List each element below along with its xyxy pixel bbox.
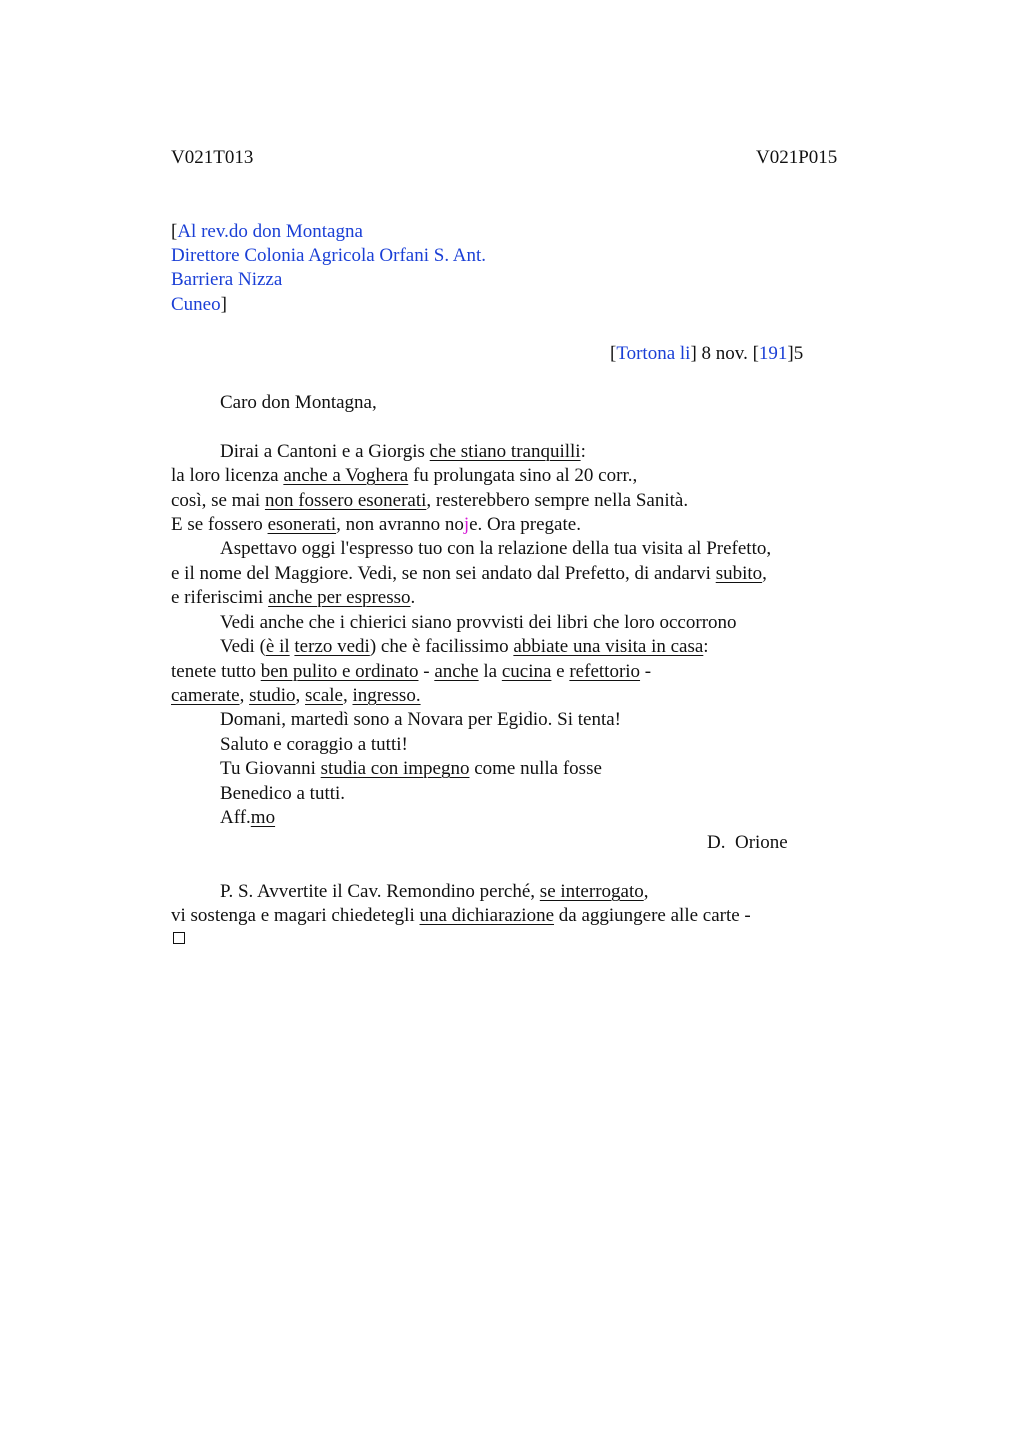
body-line-4: E se fossero esonerati, non avranno noje. Ora pregate. — [171, 514, 581, 535]
body-line-14: Tu Giovanni studia con impegno come nulla fosse — [220, 758, 602, 779]
body-line-1: Dirai a Cantoni e a Giorgis che stiano tranquilli: — [220, 441, 586, 462]
body-line-7: e riferiscimi anche per espresso. — [171, 587, 416, 608]
body-line-11: camerate, studio, scale, ingresso. — [171, 685, 421, 706]
body-line-3: così, se mai non fossero esonerati, resterebbero sempre nella Sanità. — [171, 490, 689, 511]
body-line-6: e il nome del Maggiore. Vedi, se non sei andato dal Prefetto, di andarvi subito, — [171, 563, 767, 584]
signature: D. Orione — [707, 832, 788, 853]
body-line-2: la loro licenza anche a Voghera fu prolungata sino al 20 corr., — [171, 465, 638, 486]
postscript-line-1: P. S. Avvertite il Cav. Remondino perché, se interrogato, — [220, 881, 649, 902]
body-line-10: tenete tutto ben pulito e ordinato - anche la cucina e refettorio - — [171, 661, 652, 682]
body-line-15: Benedico a tutti. — [220, 783, 346, 804]
header-left-code: V021T013 — [171, 147, 254, 168]
address-line-4: Cuneo] — [171, 294, 227, 315]
body-line-12: Domani, martedì sono a Novara per Egidio. Si tenta! — [220, 709, 622, 730]
address-line-3: Barriera Nizza — [171, 269, 283, 290]
end-marker-box — [173, 932, 185, 944]
postscript-line-2: vi sostenga e magari chiedetegli una dichiarazione da aggiungere alle carte - — [171, 905, 751, 926]
header-right-code: V021P015 — [756, 147, 838, 168]
body-line-9: Vedi (è il terzo vedi) che è facilissimo abbiate una visita in casa: — [220, 636, 709, 657]
address-line-2: Direttore Colonia Agricola Orfani S. Ant. — [171, 245, 487, 266]
body-line-13: Saluto e coraggio a tutti! — [220, 734, 408, 755]
body-line-5: Aspettavo oggi l'espresso tuo con la relazione della tua visita al Prefetto, — [220, 538, 772, 559]
body-line-16: Aff.mo — [220, 807, 276, 828]
salutation: Caro don Montagna, — [220, 392, 377, 413]
letter-date: [Tortona li] 8 nov. [191]5 — [610, 343, 804, 364]
body-line-8: Vedi anche che i chierici siano provvisti dei libri che loro occorrono — [220, 612, 737, 633]
address-line-1: [Al rev.do don Montagna — [171, 221, 363, 242]
